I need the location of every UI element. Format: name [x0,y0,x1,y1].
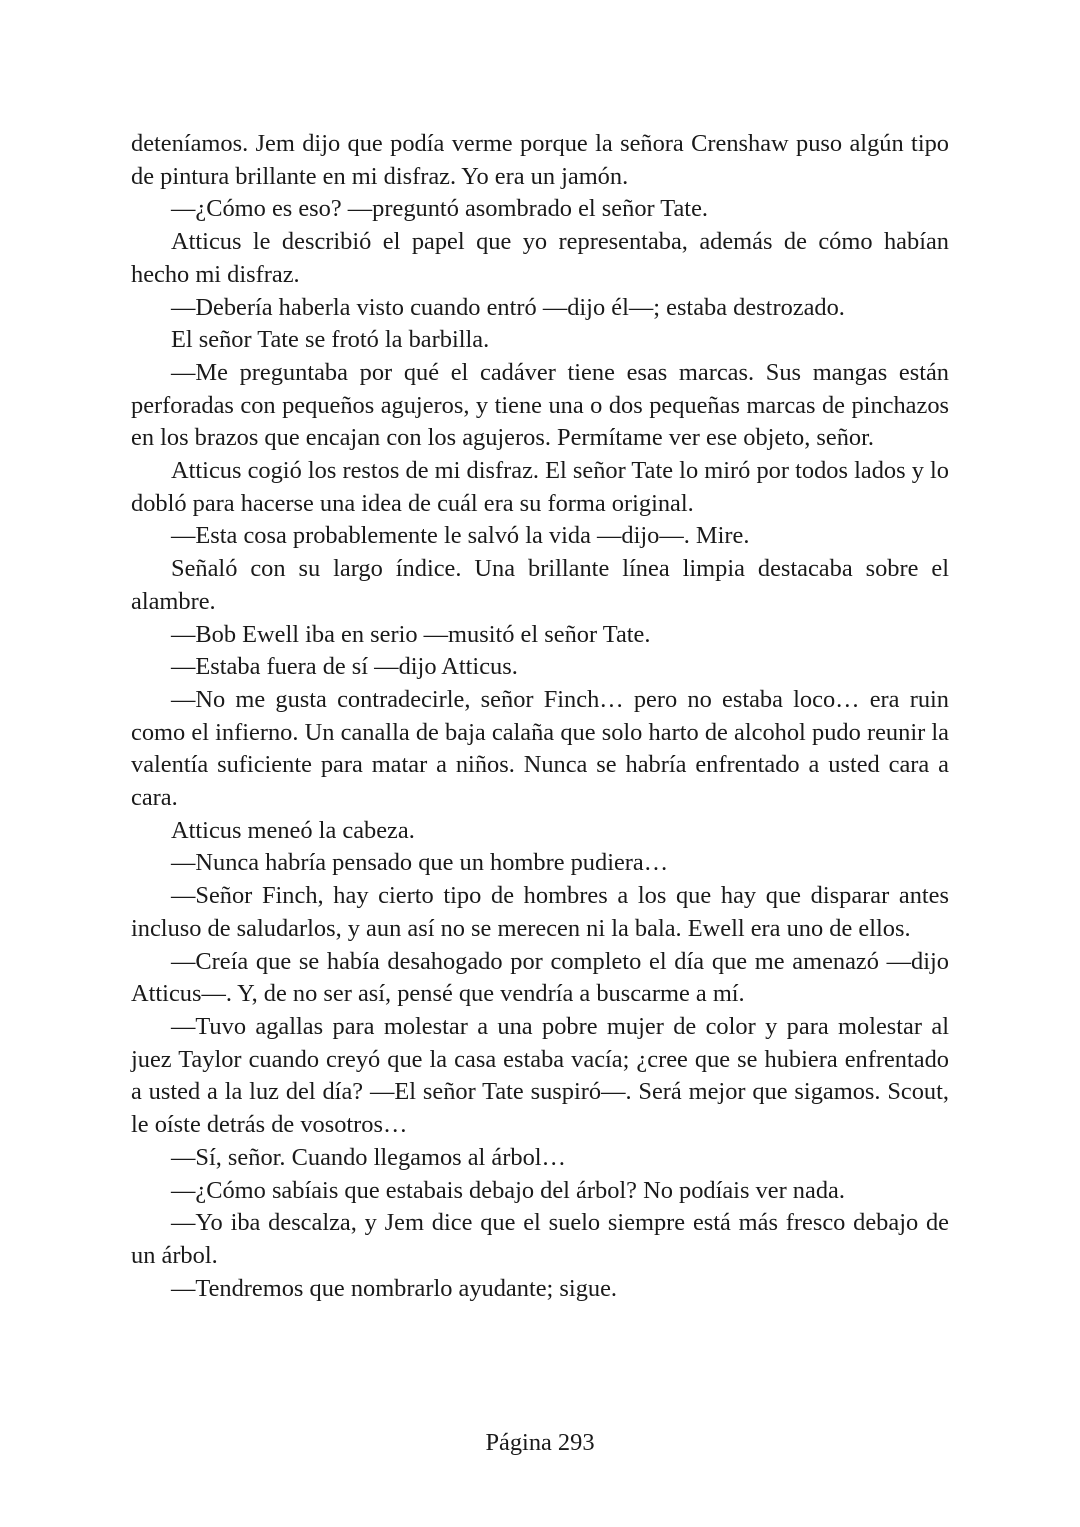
page-number: Página 293 [485,1429,595,1456]
paragraph: —Bob Ewell iba en serio —musitó el señor Tate. [171,620,651,648]
paragraph: Atticus le describió el papel que yo representaba, además de cómo habían hecho mi disfraz. [131,228,949,288]
paragraph: —Tuvo agallas para molestar a una pobre mujer de color y para molestar al juez Taylor cuando creyó que la casa estaba vacía; ¿cree que se hubiera enfrentado a usted a la luz del día? —El señor Tate suspiró—. Será mejor que sigamos. Scout, le oíste detrás de vosotros… [131,1012,949,1139]
paragraph: deteníamos. Jem dijo que podía verme porque la señora Crenshaw puso algún tipo de pintura brillante en mi disfraz. Yo era un jamón. [131,130,949,190]
paragraph: —Debería haberla visto cuando entró —dijo él—; estaba destrozado. [171,293,845,321]
paragraph: Atticus meneó la cabeza. [171,816,415,844]
paragraph: —Creía que se había desahogado por completo el día que me amenazó —dijo Atticus—. Y, de no ser así, pensé que vendría a buscarme a mí. [131,947,949,1008]
paragraph: —¿Cómo es eso? —preguntó asombrado el señor Tate. [171,195,709,223]
paragraph: —No me gusta contradecirle, señor Finch… pero no estaba loco… era ruin como el infierno. Un canalla de baja calaña que solo harto de alcohol pudo reunir la valentía suficiente para matar a niños. Nunca se habría enfrentado a usted cara a cara. [131,685,949,812]
paragraph: —Tendremos que nombrarlo ayudante; sigue. [171,1274,618,1302]
paragraph: —Estaba fuera de sí —dijo Atticus. [171,653,518,681]
page-body-text [131,128,949,1305]
paragraph: Atticus cogió los restos de mi disfraz. El señor Tate lo miró por todos lados y lo dobló para hacerse una idea de cuál era su forma original. [131,457,949,517]
paragraph: —Esta cosa probablemente le salvó la vida —dijo—. Mire. [171,522,750,550]
paragraph: —Yo iba descalza, y Jem dice que el suelo siempre está más fresco debajo de un árbol. [131,1209,949,1269]
paragraph: —Nunca habría pensado que un hombre pudiera… [171,849,669,877]
paragraph: —Sí, señor. Cuando llegamos al árbol… [171,1143,566,1171]
paragraph: —¿Cómo sabíais que estabais debajo del árbol? No podíais ver nada. [171,1176,845,1204]
paragraph: El señor Tate se frotó la barbilla. [171,326,490,354]
paragraph: Señaló con su largo índice. Una brillante línea limpia destacaba sobre el alambre. [131,555,949,615]
paragraph: —Me preguntaba por qué el cadáver tiene esas marcas. Sus mangas están perforadas con pequeños agujeros, y tiene una o dos pequeñas marcas de pinchazos en los brazos que encajan con los agujeros. Permítame ver ese objeto, señor. [131,358,949,452]
paragraph: —Señor Finch, hay cierto tipo de hombres a los que hay que disparar antes incluso de saludarlos, y aun así no se merecen ni la bala. Ewell era uno de ellos. [131,882,949,942]
